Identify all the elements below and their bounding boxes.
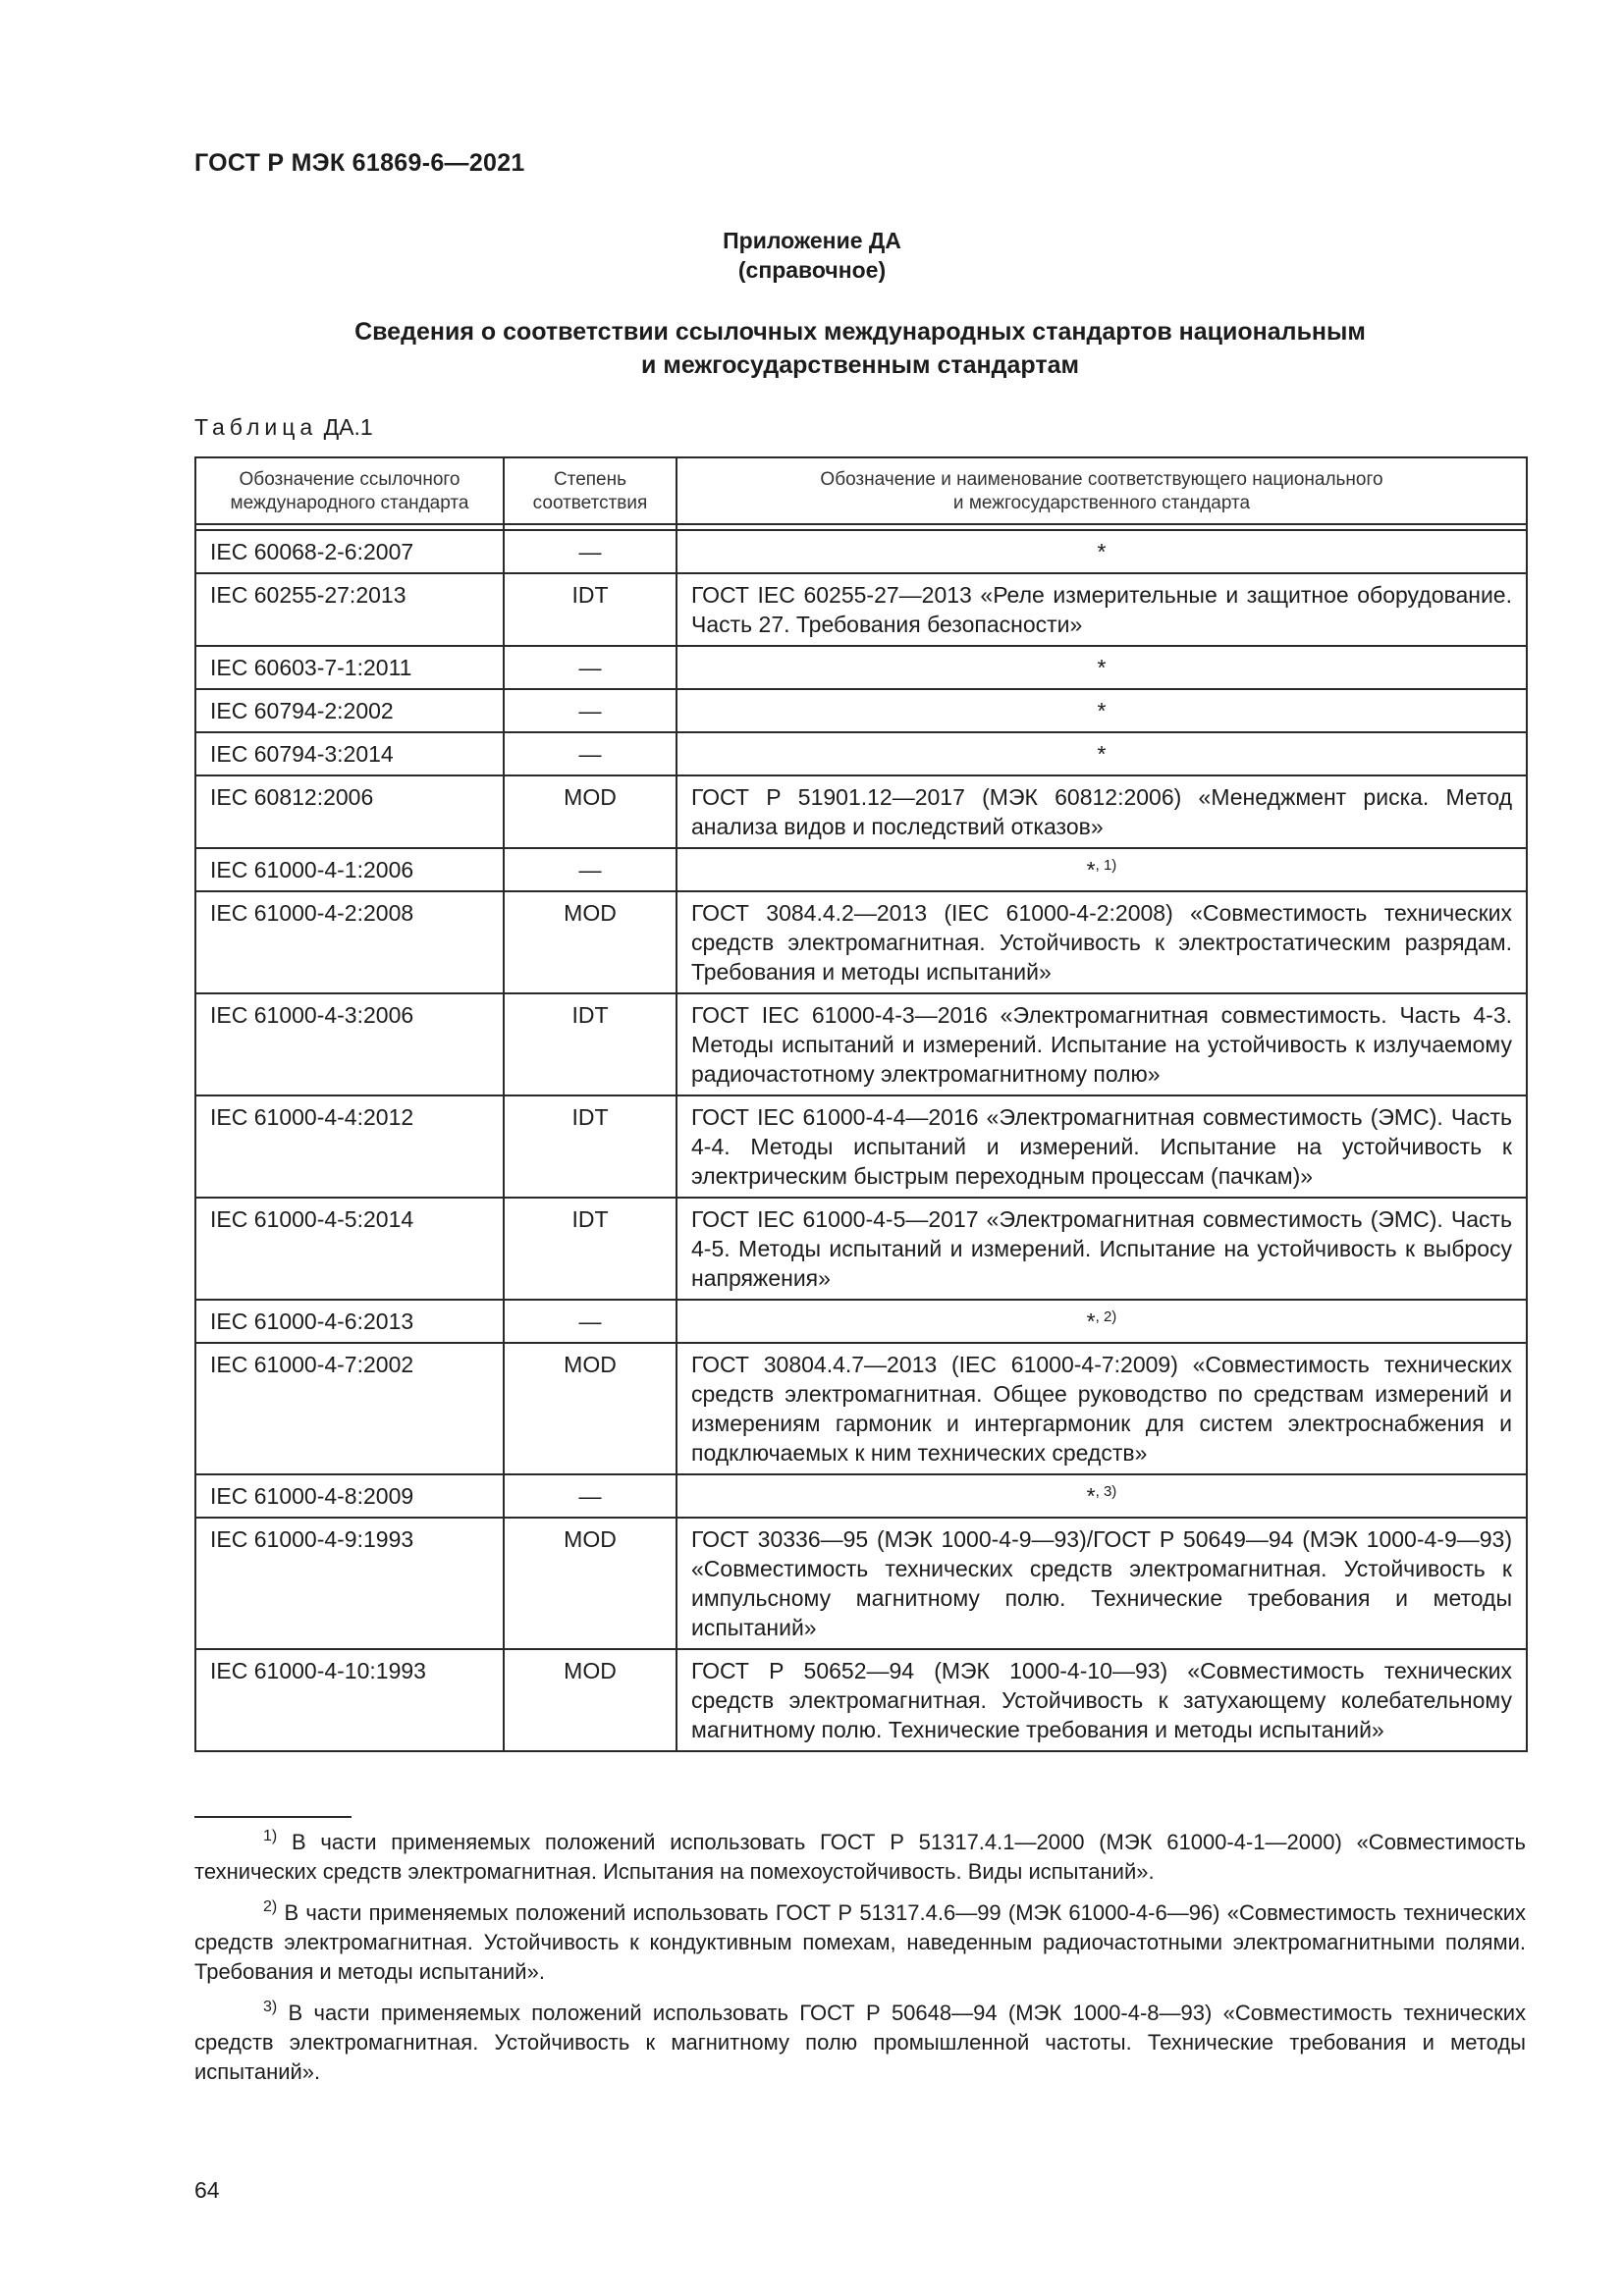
table-caption-word: Таблица: [194, 414, 318, 440]
footnote-mark: 3): [263, 1999, 278, 2015]
table-row: [195, 1095, 1527, 1198]
national-standard-text: ГОСТ 3084.4.2—2013 (IEC 61000-4-2:2008) «Совместимость технических средств электромагнитная. Устойчивость к электростатическим разрядам. Требования и методы испытаний»: [691, 900, 1512, 985]
footnote-3: [194, 1999, 1526, 2087]
national-standard-cell: [677, 1474, 1527, 1518]
conformity-degree-cell: IDT: [504, 1095, 677, 1198]
national-standard-text: *: [1086, 857, 1096, 882]
table-row: [195, 573, 1527, 646]
table-row: [195, 689, 1527, 732]
column-header-national-line-2: и межгосударственного стандарта: [952, 493, 1251, 513]
national-standard-cell: [677, 530, 1527, 573]
column-header-reference-line-1: Обозначение ссылочного: [239, 469, 460, 490]
annex-title-line-2: и межгосударственным стандартам: [641, 351, 1079, 379]
table-caption-id: ДА.1: [323, 414, 373, 440]
footnote-text: В части применяемых положений использовать ГОСТ Р 51317.4.6—99 (МЭК 61000-4-6—96) «Совместимость технических средств электромагнитная. Устойчивость к кондуктивным помехам, наведенным радиочастотными электромагнитными полями. Требования и методы испытаний».: [194, 1900, 1526, 1984]
table-row: [195, 1518, 1527, 1649]
footnote-reference: , 3): [1095, 1483, 1117, 1500]
national-standard-cell: [677, 1300, 1527, 1343]
national-standard-cell: [677, 1649, 1527, 1751]
national-standard-cell: [677, 689, 1527, 732]
conformity-degree-cell: —: [504, 646, 677, 689]
annex-title: [194, 315, 1526, 382]
table-row: [195, 1343, 1527, 1474]
footnote-reference: , 1): [1095, 857, 1117, 874]
footnote-text: В части применяемых положений использовать ГОСТ Р 51317.4.1—2000 (МЭК 61000-4-1—2000) «Совместимость технических средств электромагнитная. Испытания на помехоустойчивость. Виды испытаний».: [194, 1830, 1526, 1884]
standards-table: [194, 456, 1528, 1752]
conformity-degree-cell: —: [504, 530, 677, 573]
national-standard-text: *: [1086, 1308, 1096, 1334]
footnote-1: [194, 1828, 1526, 1887]
footnote-mark: 2): [263, 1898, 278, 1915]
conformity-degree-cell: MOD: [504, 891, 677, 993]
column-header-degree: [504, 457, 677, 524]
national-standard-cell: [677, 1518, 1527, 1649]
reference-standard-cell: IEC 61000-4-2:2008: [195, 891, 504, 993]
national-standard-text: *: [1097, 655, 1107, 680]
national-standard-cell: [677, 1343, 1527, 1474]
column-header-reference-line-2: международного стандарта: [230, 493, 469, 513]
conformity-degree-cell: MOD: [504, 1343, 677, 1474]
national-standard-text: ГОСТ IEC 61000-4-4—2016 «Электромагнитная совместимость (ЭМС). Часть 4-4. Методы испытаний и измерений. Испытание на устойчивость к электрическим быстрым переходным процессам (пачкам)»: [691, 1104, 1512, 1189]
column-header-national-line-1: Обозначение и наименование соответствующего национального: [820, 469, 1383, 490]
conformity-degree-cell: —: [504, 689, 677, 732]
table-row: [195, 775, 1527, 848]
reference-standard-cell: IEC 60794-3:2014: [195, 732, 504, 775]
national-standard-text: *: [1086, 1483, 1096, 1509]
conformity-degree-cell: IDT: [504, 573, 677, 646]
footnotes: [194, 1828, 1526, 2099]
column-header-degree-line-2: соответствия: [532, 493, 648, 513]
conformity-degree-cell: IDT: [504, 993, 677, 1095]
footnote-text: В части применяемых положений использовать ГОСТ Р 50648—94 (МЭК 1000-4-8—93) «Совместимость технических средств электромагнитная. Устойчивость к магнитному полю промышленной частоты. Технические требования и методы испытаний».: [194, 2001, 1526, 2084]
column-header-degree-line-1: Степень: [553, 469, 627, 490]
national-standard-text: ГОСТ IEC 61000-4-3—2016 «Электромагнитная совместимость. Часть 4-3. Методы испытаний и измерений. Испытание на устойчивость к излучаемому радиочастотному электромагнитному полю»: [691, 1002, 1512, 1087]
table-caption: [194, 414, 373, 441]
reference-standard-cell: IEC 61000-4-9:1993: [195, 1518, 504, 1649]
reference-standard-cell: IEC 61000-4-1:2006: [195, 848, 504, 891]
national-standard-text: ГОСТ Р 51901.12—2017 (МЭК 60812:2006) «Менеджмент риска. Метод анализа видов и последствий отказов»: [691, 784, 1512, 839]
national-standard-cell: [677, 891, 1527, 993]
conformity-degree-cell: —: [504, 1474, 677, 1518]
reference-standard-cell: IEC 60603-7-1:2011: [195, 646, 504, 689]
table-row: [195, 891, 1527, 993]
table-header-row: [195, 457, 1527, 524]
conformity-degree-cell: MOD: [504, 1518, 677, 1649]
footnote-2: [194, 1898, 1526, 1987]
table-row: [195, 1300, 1527, 1343]
conformity-degree-cell: —: [504, 848, 677, 891]
reference-standard-cell: IEC 61000-4-7:2002: [195, 1343, 504, 1474]
reference-standard-cell: IEC 60255-27:2013: [195, 573, 504, 646]
reference-standard-cell: IEC 61000-4-3:2006: [195, 993, 504, 1095]
reference-standard-cell: IEC 60068-2-6:2007: [195, 530, 504, 573]
page-number: 64: [194, 2177, 220, 2203]
national-standard-cell: [677, 732, 1527, 775]
column-header-reference: [195, 457, 504, 524]
table-row: [195, 646, 1527, 689]
footnote-mark: 1): [263, 1828, 278, 1844]
reference-standard-cell: IEC 61000-4-10:1993: [195, 1649, 504, 1751]
national-standard-text: *: [1097, 539, 1107, 564]
national-standard-cell: [677, 1198, 1527, 1300]
national-standard-text: ГОСТ Р 50652—94 (МЭК 1000-4-10—93) «Совместимость технических средств электромагнитная. Устойчивость к затухающему колебательному магнитному полю. Технические требования и методы испытаний»: [691, 1658, 1512, 1742]
national-standard-text: ГОСТ IEC 61000-4-5—2017 «Электромагнитная совместимость (ЭМС). Часть 4-5. Методы испытаний и измерений. Испытание на устойчивость к выбросу напряжения»: [691, 1206, 1512, 1291]
reference-standard-cell: IEC 60794-2:2002: [195, 689, 504, 732]
national-standard-text: *: [1097, 698, 1107, 723]
conformity-degree-cell: —: [504, 1300, 677, 1343]
table-row: [195, 530, 1527, 573]
annex-title-line-1: Сведения о соответствии ссылочных международных стандартов национальным: [354, 318, 1366, 346]
annex-label: Приложение ДА: [723, 228, 901, 253]
national-standard-cell: [677, 848, 1527, 891]
footnote-divider: [194, 1816, 352, 1818]
conformity-degree-cell: MOD: [504, 775, 677, 848]
conformity-degree-cell: —: [504, 732, 677, 775]
footnote-reference: , 2): [1095, 1308, 1117, 1325]
annex-heading: [0, 226, 1624, 285]
table-row: [195, 1198, 1527, 1300]
national-standard-cell: [677, 573, 1527, 646]
conformity-degree-cell: IDT: [504, 1198, 677, 1300]
table-row: [195, 1649, 1527, 1751]
table-row: [195, 993, 1527, 1095]
table-row: [195, 732, 1527, 775]
column-header-national: [677, 457, 1527, 524]
table-row: [195, 848, 1527, 891]
national-standard-text: ГОСТ IEC 60255-27—2013 «Реле измерительные и защитное оборудование. Часть 27. Требования безопасности»: [691, 582, 1512, 637]
annex-status: (справочное): [737, 257, 887, 283]
national-standard-cell: [677, 646, 1527, 689]
national-standard-cell: [677, 775, 1527, 848]
document-code-header: ГОСТ Р МЭК 61869-6—2021: [194, 149, 525, 177]
national-standard-cell: [677, 1095, 1527, 1198]
reference-standard-cell: IEC 61000-4-8:2009: [195, 1474, 504, 1518]
table-body: [195, 530, 1527, 1751]
national-standard-text: *: [1097, 741, 1107, 767]
national-standard-cell: [677, 993, 1527, 1095]
reference-standard-cell: IEC 60812:2006: [195, 775, 504, 848]
conformity-degree-cell: MOD: [504, 1649, 677, 1751]
reference-standard-cell: IEC 61000-4-5:2014: [195, 1198, 504, 1300]
national-standard-text: ГОСТ 30336—95 (МЭК 1000-4-9—93)/ГОСТ Р 50649—94 (МЭК 1000-4-9—93) «Совместимость технических средств электромагнитная. Устойчивость к импульсному магнитному полю. Технические требования и методы испытаний»: [691, 1526, 1512, 1640]
reference-standard-cell: IEC 61000-4-6:2013: [195, 1300, 504, 1343]
reference-standard-cell: IEC 61000-4-4:2012: [195, 1095, 504, 1198]
table-row: [195, 1474, 1527, 1518]
national-standard-text: ГОСТ 30804.4.7—2013 (IEC 61000-4-7:2009) «Совместимость технических средств электромагнитная. Общее руководство по средствам измерений и измерениям гармоник и интергармоник для систем электроснабжения и подключаемых к ним технических средств»: [691, 1352, 1512, 1466]
